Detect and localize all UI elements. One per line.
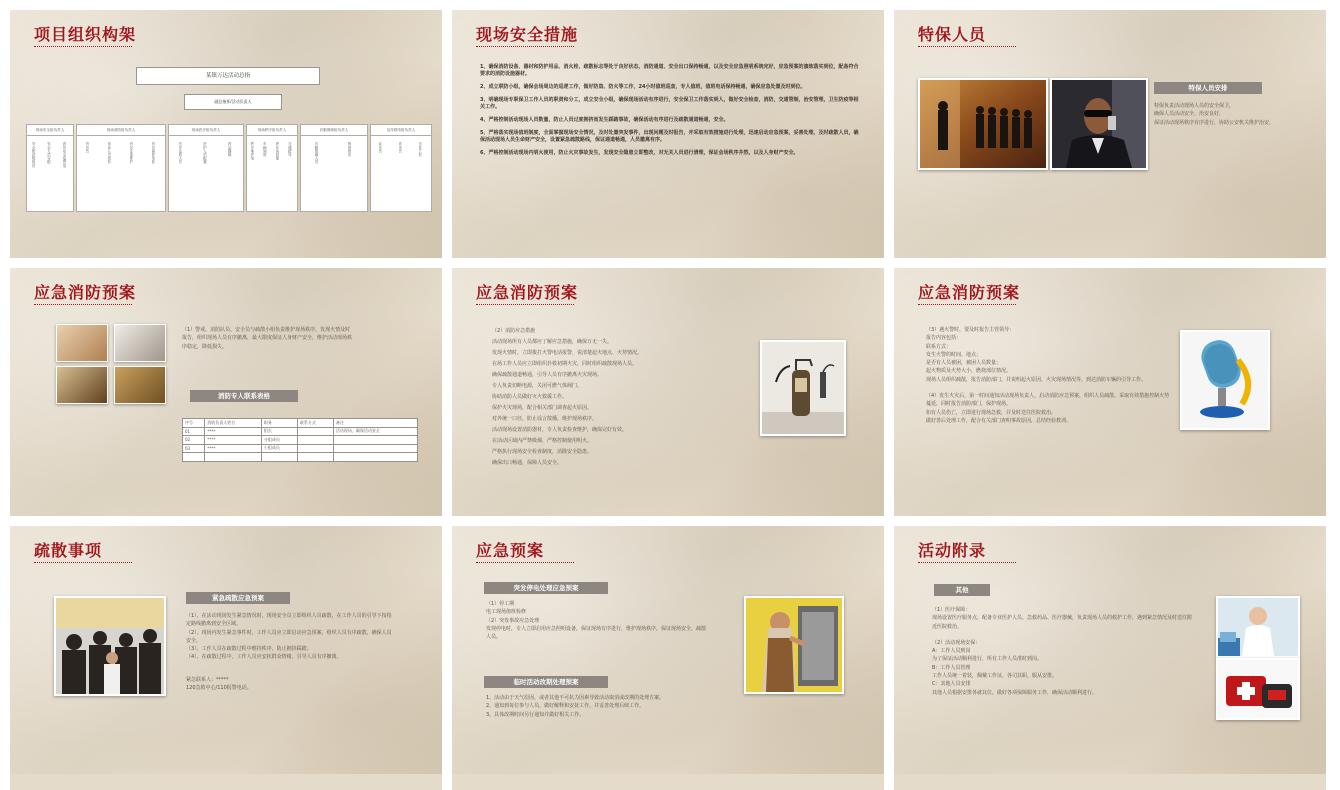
text-line: 发现火情时，立即拨打火警电话报警，说清楚起火地点、火势情况。 [492, 350, 643, 356]
slide-title: 特保人员 [918, 25, 987, 44]
text-line: （4）发生火灾后，第一时间通知活动现场负责人，启动消防应急预案，组织人员疏散，采取有效措施控制火势蔓延，同时报告消防部门，保护现场。 [926, 393, 1170, 408]
title-underline [476, 562, 574, 564]
nurse-photo [1216, 596, 1300, 658]
org-column-header: 现场安全组负责人 [27, 125, 73, 136]
table-row [183, 427, 418, 436]
org-item: 消防设施维护 [129, 142, 134, 164]
text-line [186, 662, 396, 676]
title-underline [34, 46, 132, 48]
text-line: 发现停电时，专人立即启用应急照明设备，保证现场有序进行，维护现场秩序，保证现场安全，疏散人员。 [486, 625, 707, 641]
table-row [183, 453, 418, 462]
table-header-cell: 联系方式 [297, 419, 333, 428]
list-item: 5、严格落实现场值班制度，全面掌握现场安全情况，及时处置突发事件，出现问题及时报告，并采取有效措施进行处理，迅速启动应急预案，妥善处理，及时疏散人员，确保活动现场人员生命财产安全，设置紧急疏散路线，保证通道畅通，人员撤离有序。 [480, 129, 859, 143]
text-line: 在活动区域内严禁吸烟，严格控制使用明火。 [492, 438, 593, 444]
text-line: 是否有人员被困，被困人员数量； [926, 360, 1002, 367]
slide-thumbnail-9[interactable] [894, 526, 1326, 774]
org-column [300, 124, 368, 212]
org-item: 信息上报 [418, 142, 423, 157]
slide-title: 活动附录 [918, 541, 987, 560]
slide-title: 现场安全措施 [476, 25, 579, 44]
table-header-cell: 职务 [261, 419, 297, 428]
table-cell: **** [205, 444, 262, 453]
org-item: 宣传员 [378, 142, 383, 153]
fire-photo-1 [56, 324, 108, 362]
text-line [932, 631, 1192, 639]
text-line: 为了保证活动顺利进行，所有工作人员准时到岗。 [932, 656, 1043, 663]
org-top-box: 某镇万达活动总指 [136, 67, 320, 85]
fire-photo-2 [114, 324, 166, 362]
table-cell: 组长 [261, 427, 297, 436]
title-underline [476, 46, 574, 48]
table-cell: **** [205, 436, 262, 445]
slide-thumbnail-1[interactable] [10, 10, 442, 258]
text-line: 现场人员组织疏散，报告消防部门，并说明起火原因，火灾现场情况等，到达消防车辆的引导工作。 [926, 376, 1147, 383]
text-line: A：工作人员到岗 [932, 648, 971, 655]
table-cell: 01 [183, 427, 205, 436]
text-line: 电工现场值班检修 [486, 609, 527, 616]
text-line [926, 384, 1172, 392]
slide-title: 项目组织构架 [34, 25, 137, 44]
table-cell [297, 436, 333, 445]
table-header-row [183, 419, 418, 428]
text-line: 确保人员活动安全，治安良好， [1154, 111, 1225, 118]
org-item: 安全防范组组员 [32, 142, 37, 168]
section-band: 紧急疏散应急预案 [186, 592, 290, 604]
title-underline [476, 304, 574, 306]
list-item: 2、成立联防小组，确保会场周边的巡逻工作，做好防盗、防火等工作，24小时值班巡查，专人值班，值班电话保持畅通，确保应急处置及时到位。 [480, 84, 806, 90]
text-line: （2）活动现场安保： [932, 639, 981, 646]
body-text [486, 694, 726, 719]
slide-thumbnail-4[interactable] [10, 268, 442, 516]
text-line: （1）医疗保障： [932, 607, 971, 613]
text-line: 3、具体改期时间另行通知并做好相关工作。 [486, 711, 585, 718]
slide-title: 应急预案 [476, 541, 545, 560]
text-line: B：工作人员管理 [932, 664, 971, 671]
slide-thumbnail-6[interactable] [894, 268, 1326, 516]
text-line: 紧急联系人：***** [186, 676, 229, 683]
slide-title: 疏散事项 [34, 541, 103, 560]
section-band: 突发停电处理应急预案 [484, 582, 608, 594]
text-line: （2）、现场内发生紧急事件时，工作人员应立即启动应急预案，组织人员有序疏散，确保人员安全。 [186, 629, 392, 644]
org-item: 秩序维护组 [250, 142, 255, 160]
slide-thumbnail-2[interactable] [452, 10, 884, 258]
fire-photo-3 [56, 366, 108, 404]
text-line: （4）、在疏散过程中，工作人员应安抚群众情绪，引导人员有序撤离。 [186, 654, 342, 661]
microphone-photo [1180, 330, 1270, 430]
org-item: 停车场管理 [275, 142, 280, 160]
first-aid-kit-photo [1216, 658, 1300, 720]
org-column [26, 124, 74, 212]
body-text [926, 326, 1172, 425]
section-band: 特保人员安排 [1154, 82, 1262, 94]
org-item: 药品器械 [228, 142, 233, 157]
table-cell [333, 436, 417, 445]
slide-thumbnail-10-partial[interactable] [10, 774, 442, 790]
text-line: 现场设置医疗服务点，配备专业医护人员、急救药品、医疗器械，负责现场人员的救护工作，遇到紧急情况及时送往附近医院救治。 [932, 615, 1193, 630]
table-cell: 分组成员 [261, 436, 297, 445]
org-column-header: 现场医疗组负责人 [169, 125, 243, 136]
title-underline [34, 304, 132, 306]
text-line: 2、通知到每位参与人员，做好解释和安抚工作，并妥善处理后续工作。 [486, 703, 645, 710]
org-item: 医护人员配置 [203, 142, 208, 164]
text-line: 确保疏散通道畅通，引导人员有序撤离火灾现场。 [492, 372, 603, 378]
text-line: 如有人员伤亡，立即进行现场急救，并及时送往医院救治。 [926, 409, 1057, 416]
table-row [183, 444, 418, 453]
org-column [370, 124, 432, 212]
section-band: 临时活动改期处理预案 [484, 676, 608, 688]
text-line: 特保负责活动现场人员的安全保卫， [1154, 103, 1235, 109]
body-text [932, 606, 1192, 697]
text-line: 专人负责切断电源，关闭可燃气体阀门。 [492, 383, 583, 389]
org-item: 后勤保障人员 [315, 142, 319, 164]
safety-measures-list [480, 64, 860, 162]
table-header-cell: 消防负责人姓名 [205, 419, 262, 428]
text-line: 做好善后处理工作，配合有关部门查明事故原因，总结经验教训。 [926, 417, 1072, 424]
org-item: 现场人员疏散 [107, 142, 112, 164]
contact-table [182, 418, 418, 462]
text-line: 协助消防人员做好灭火救援工作。 [492, 394, 568, 400]
table-cell: 02 [183, 436, 205, 445]
org-column-header: 宣传联络组负责人 [371, 125, 431, 136]
table-cell [297, 427, 333, 436]
title-underline [34, 562, 132, 564]
crowd-photo [54, 596, 166, 696]
list-item: 1、确保消防设备、器材和防护用品、消火栓、疏散标志等处于良好状态，消防通道、安全出口保持畅通，以及安全应急照明系统完好，应急预案的演练落实到位，配备符合要求的消防设施器材。 [480, 64, 859, 78]
list-item: 6、严格控制活动现场内明火使用，防止火灾事故发生，发现安全隐患立即整改，对无关人员进行清理，保证会场秩序井然，以及人身财产安全。 [480, 149, 799, 156]
org-item: 安全人员分配 [47, 142, 52, 164]
text-line: （1）停工期 [486, 601, 515, 607]
org-column [246, 124, 298, 212]
text-line: 在场工作人员应立即组织扑救初期火灾，同时组织疏散现场人员。 [492, 361, 638, 367]
text-line: （1）、在活动现场发生紧急情况时，现场安全员立即组织人员疏散，在工作人员的引导下按指定路线撤离到安全区域。 [186, 613, 392, 628]
slide-thumbnail-3[interactable] [894, 10, 1326, 258]
slide-thumbnail-5[interactable] [452, 268, 884, 516]
text-line: 报告内容包括： [926, 335, 962, 342]
text-line: 其他人员根据安排各就其位，做好各项保障服务工作，确保活动顺利进行。 [932, 689, 1098, 696]
text-line: 1、活动由于天气原因，或者其他不可抗力因素导致活动取消或改期的处理方案。 [486, 695, 665, 701]
title-underline [918, 562, 1016, 564]
org-item: 消防器材保管 [151, 142, 156, 164]
text-line: （3）、工作人员在疏散过程中维持秩序，防止拥挤踩踏。 [186, 646, 312, 653]
org-column-header: 现场消防组负责人 [77, 125, 165, 136]
section-band: 消防专人联系表格 [190, 390, 298, 402]
text-line: 起火物质及火势大小，燃烧部位情况。 [926, 368, 1012, 375]
org-item: 联络员 [398, 142, 403, 153]
table-cell: 活动现场，确保活动安全 [333, 427, 417, 436]
slide-thumbnail-12-partial[interactable] [894, 774, 1326, 790]
slide-title: 应急消防预案 [918, 283, 1021, 302]
org-item: 消防安全巡逻组 [62, 142, 67, 168]
title-underline [918, 304, 1016, 306]
text-line: 对外统一口径，防止谣言散播，维护现场秩序。 [492, 416, 598, 422]
text-line: 保护火灾现场，配合相关部门调查起火原因。 [492, 405, 593, 411]
org-column-header: 后勤保障组负责人 [301, 125, 367, 136]
org-item: 医疗急救人员 [178, 142, 183, 164]
table-header-cell: 序号 [183, 419, 205, 428]
list-item: 3、明确现场专职保卫工作人员的职责和分工，成立安全小组，确保现场活动有序进行，安全保卫工作落实到人，做好安全检查，消防，交通管制，治安管理，卫生防疫等相关工作。 [480, 96, 859, 110]
text-line: （3）遇火警时，要及时报告主管领导： [926, 327, 1015, 333]
org-column [76, 124, 166, 212]
table-cell [297, 444, 333, 453]
electrician-photo [744, 596, 844, 694]
table-cell: **** [205, 427, 262, 436]
body-text [186, 612, 396, 692]
fire-photo-4 [114, 366, 166, 404]
body-text [492, 326, 752, 469]
fire-extinguisher-photo [760, 340, 846, 436]
bodyguard-photo [1050, 78, 1148, 170]
text-line: 发生火警的时间、地点； [926, 351, 982, 358]
org-item: 车辆调度 [263, 142, 268, 157]
slide-thumbnail-8[interactable] [452, 526, 884, 774]
text-line: （2）消防应急措施 [492, 328, 536, 334]
org-item: 交通疏导 [288, 142, 293, 157]
text-line: 联系方式： [926, 343, 952, 350]
org-item: 消防员 [85, 142, 90, 153]
table-row [183, 436, 418, 445]
body-text [1154, 102, 1304, 127]
org-column-header: 现场秩序组负责人 [247, 125, 297, 136]
body-text [486, 600, 706, 641]
section-band: 其他 [934, 584, 990, 596]
text-line: 活动现场设置消防器材，专人负责检查维护，确保完好有效。 [492, 427, 628, 433]
table-cell: 小组成员 [261, 444, 297, 453]
text-line: 保证活动现场秩序有序进行，协助公安机关维护治安。 [1154, 119, 1275, 126]
text-line: 活动现场所有人员都应了解应急措施，确保万无一失。 [492, 339, 613, 345]
slide-thumbnail-7[interactable] [10, 526, 442, 774]
org-item: 物资供应 [348, 142, 352, 157]
org-column [168, 124, 244, 212]
security-guards-photo [918, 78, 1048, 170]
list-item: 4、严格控制活动现场人员数量，防止人员过度拥挤而发生踩踏事故，确保活动有序进行及疏散通道畅通，安全。 [480, 116, 729, 123]
table-cell: 03 [183, 444, 205, 453]
text-line: （2）突发事故应急处理 [486, 617, 540, 624]
table-header-cell: 备注 [333, 419, 417, 428]
slide-title: 应急消防预案 [34, 283, 137, 302]
body-text: （1）警戒、消防队员、安全员与疏散小组负责维护现场秩序，发现火情及时报告，组织现场人员有序撤离，最大限度保证人身财产安全，维护活动现场秩序稳定，降低损失。 [182, 327, 353, 350]
text-line: 确保出口畅通，保障人员安全。 [492, 460, 563, 466]
text-line: 严格执行现场安全检查制度，消除安全隐患。 [492, 449, 593, 455]
slide-title: 应急消防预案 [476, 283, 579, 302]
text-line: C：其他人员安排 [932, 681, 971, 688]
org-sub-box: 副总指挥/活动负责人 [184, 94, 282, 110]
text-line: 工作人员统一着装，佩戴工作证，各司其职，服从安排。 [932, 673, 1058, 680]
slide-thumbnail-11-partial[interactable] [452, 774, 884, 790]
text-line: 120急救中心/110报警电话。 [186, 685, 252, 692]
table-cell [333, 444, 417, 453]
title-underline [918, 46, 1016, 48]
